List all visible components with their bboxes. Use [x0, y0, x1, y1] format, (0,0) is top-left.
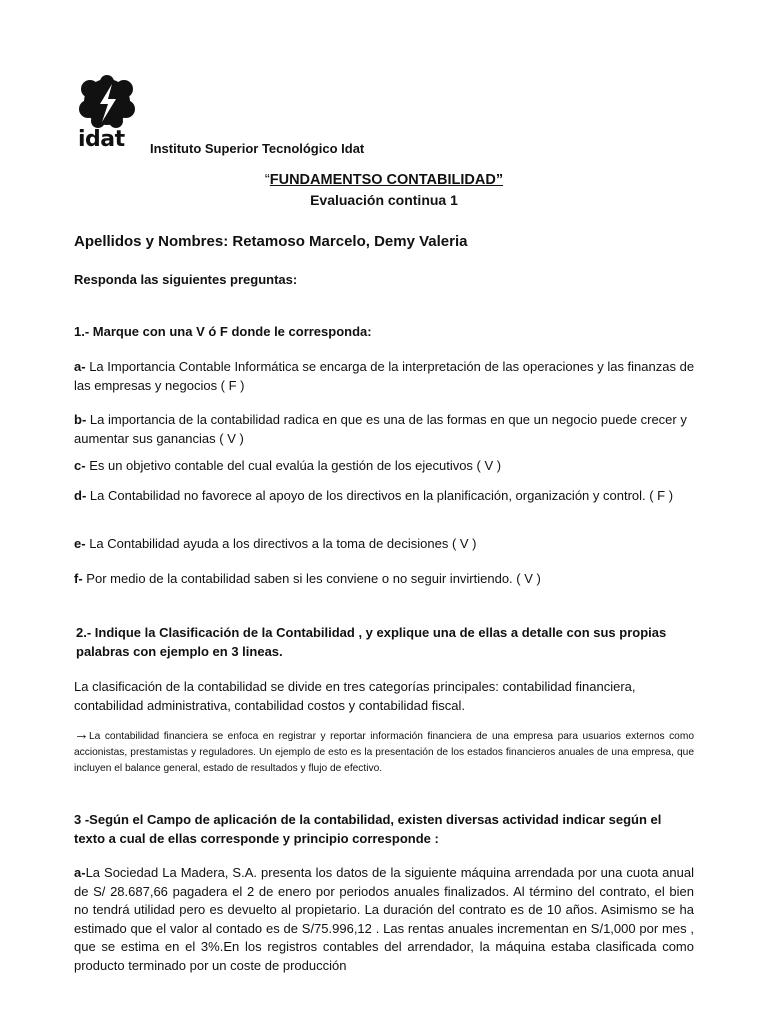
document-subtitle: Evaluación continua 1 [310, 192, 458, 208]
item-letter: d- [74, 488, 87, 503]
q2-detail-text: La contabilidad financiera se enfoca en registrar y reportar información financiera de una empresa para usuarios externos como accionistas, prestamistas y reguladores. Un ejemplo de esto es la presentación de los estados financieros anuales de una empresa, que incluyen el balance general, estado de resultados y flujo de efectivo. [74, 731, 694, 774]
q1-item-c [74, 457, 702, 476]
arrow-icon: → [74, 726, 89, 743]
student-line [74, 233, 467, 250]
item-text: La Importancia Contable Informática se encarga de la interpretación de las operaciones y las finanzas de las empresas y negocios ( F ) [74, 359, 695, 393]
document-title [0, 172, 768, 188]
item-text: Es un objetivo contable del cual evalúa la gestión de los ejecutivos ( V ) [89, 458, 502, 473]
q1-item-e [74, 535, 702, 554]
q1-item-a [74, 358, 702, 395]
instructions: Responda las siguientes preguntas: [74, 272, 298, 287]
q1-heading: 1.- Marque con una V ó F donde le corresponda: [74, 324, 372, 339]
item-letter: a- [74, 865, 86, 880]
item-letter: e- [74, 536, 86, 551]
title-text: FUNDAMENTSO CONTABILIDAD” [269, 172, 504, 188]
title-open-quote: “ [264, 172, 270, 188]
q2-detail [74, 726, 694, 777]
idat-logo [76, 75, 138, 153]
logo-wordmark: idat [78, 127, 125, 152]
q3-heading: 3 -Según el Campo de aplicación de la contabilidad, existen diversas actividad indicar según el texto a cual de ellas corresponde y principio corresponde : [74, 812, 662, 846]
item-letter: b- [74, 412, 87, 427]
item-letter: a- [74, 359, 86, 374]
institute-name: Instituto Superior Tecnológico Idat [150, 141, 365, 156]
item-letter: c- [74, 458, 86, 473]
q1-item-f [74, 570, 702, 589]
q3-item-a [74, 864, 694, 975]
item-text: La Sociedad La Madera, S.A. presenta los datos de la siguiente máquina arrendada por una cuota anual de S/ 28.687,66 pagadera el 2 de enero por periodos anuales finalizados. Al término del contrato, el bien no tendrá utilidad pero es devuelto al propietario. La duración del contrato es de 10 años. Asimismo se ha estimado que el valor al contado es de S/75.996,12 . Las rentas anuales incrementan en S/1,000 por mes , que se estima en el 3%.En los registros contables del arrendador, la máquina estaba clasificada como producto terminado por un coste de producción [74, 865, 694, 973]
q1-item-d [74, 487, 702, 506]
student-label: Apellidos y Nombres: [74, 233, 229, 250]
student-name: Retamoso Marcelo, Demy Valeria [232, 233, 468, 250]
item-text: La importancia de la contabilidad radica en que es una de las formas en que un negocio puede crecer y aumentar sus ganancias ( V ) [74, 412, 687, 446]
item-text: La Contabilidad ayuda a los directivos a la toma de decisiones ( V ) [89, 536, 477, 551]
item-letter: f- [74, 571, 83, 586]
idat-brain-icon [76, 75, 138, 131]
item-text: Por medio de la contabilidad saben si les conviene o no seguir invirtiendo. ( V ) [86, 571, 541, 586]
q2-answer: La clasificación de la contabilidad se divide en tres categorías principales: contabilidad financiera, contabilidad administrativa, contabilidad costos y contabilidad fiscal. [74, 679, 636, 713]
q1-item-b [74, 411, 702, 448]
q2-heading: 2.- Indique la Clasificación de la Contabilidad , y explique una de ellas a detalle con sus propias palabras con ejemplo en 3 lineas. [76, 625, 667, 659]
item-text: La Contabilidad no favorece al apoyo de los directivos en la planificación, organización y control. ( F ) [89, 488, 674, 503]
